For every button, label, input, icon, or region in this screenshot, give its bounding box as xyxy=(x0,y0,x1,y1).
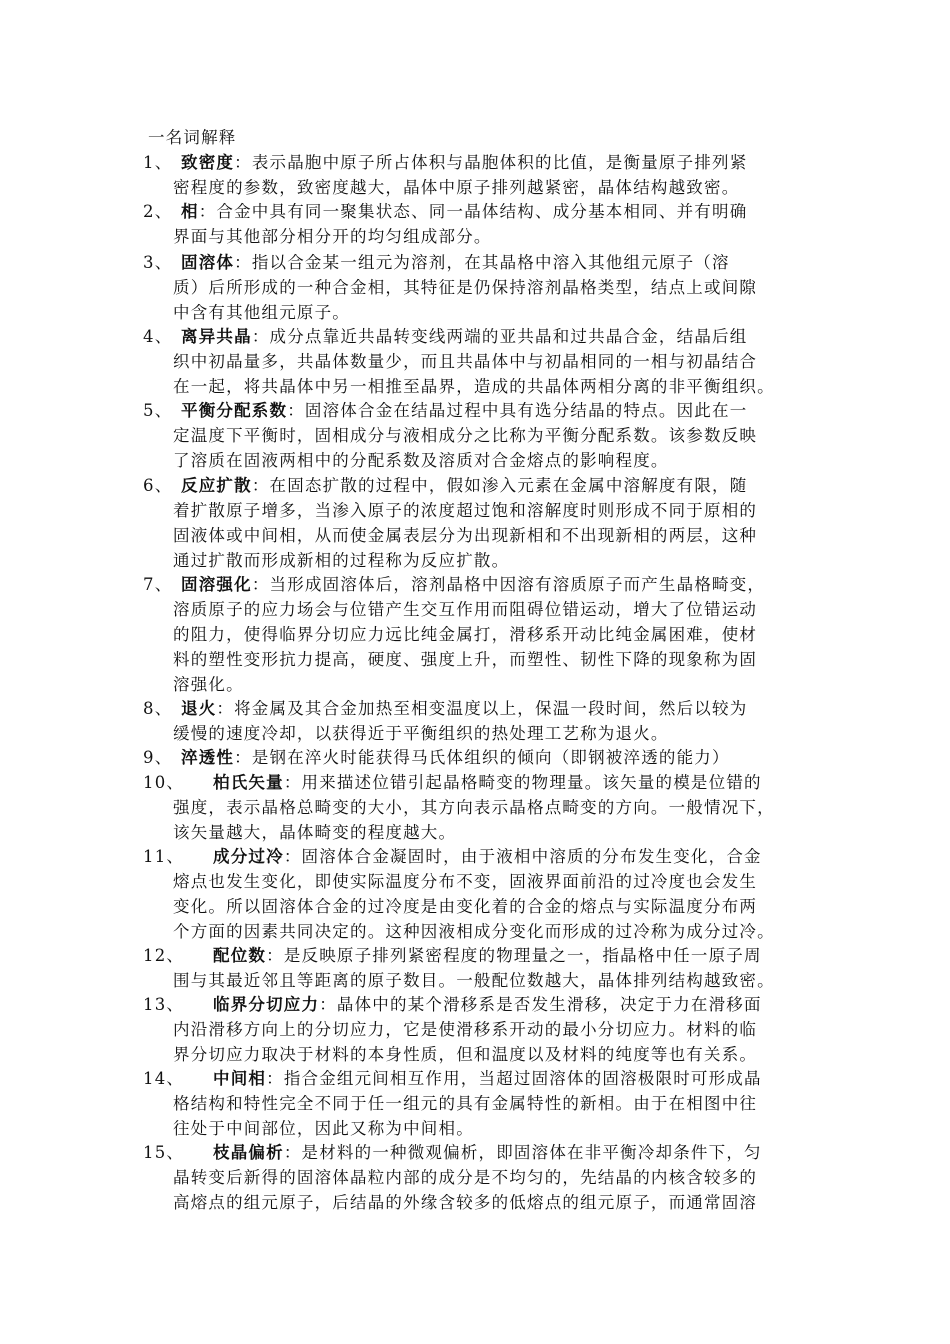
definition-text: 表示晶胞中原子所占体积与晶胞体积的比值，是衡量原子排列紧 xyxy=(251,153,748,172)
term-colon: ： xyxy=(266,1069,284,1088)
definition-item xyxy=(143,992,823,1067)
definition-continuation-line: 固液体或中间相，从而使金属表层分为出现新相和不出现新相的两层，这种 xyxy=(173,526,758,545)
definition-continuation-line: 个方面的因素共同决定的。这种因液相成分变化而形成的过冷称为成分过冷。 xyxy=(173,922,775,941)
definition-text: 是钢在淬火时能获得马氏体组织的倾向（即钢被淬透的能力） xyxy=(251,748,730,767)
definition-continuation-line: 缓慢的速度冷却，以获得近于平衡组织的热处理工艺称为退火。 xyxy=(173,724,669,743)
definition-continuation-line: 着扩散原子增多，当渗入原子的浓度超过饱和溶解度时则形成不同于原相的 xyxy=(173,501,758,520)
term: 固溶强化 xyxy=(181,575,252,594)
definition-item xyxy=(143,572,823,697)
item-number: 8、 xyxy=(143,699,173,718)
term: 固溶体 xyxy=(181,253,235,272)
term: 相 xyxy=(181,202,199,221)
term: 反应扩散 xyxy=(181,476,252,495)
term-colon: ： xyxy=(198,202,217,221)
definition-continuation-line: 料的塑性变形抗力提高，硬度、强度上升，而塑性、韧性下降的现象称为固 xyxy=(173,650,758,669)
definition-continuation-line: 了溶质在固液两相中的分配系数及溶质对合金熔点的影响程度。 xyxy=(173,451,669,470)
definition-item xyxy=(143,1066,823,1141)
item-number: 1、 xyxy=(143,153,173,172)
definition-item xyxy=(143,250,823,325)
definition-continuation-line: 界分切应力取决于材料的本身性质，但和温度以及材料的纯度等也有关系。 xyxy=(173,1045,758,1064)
term-colon: ： xyxy=(266,946,284,965)
definition-item xyxy=(143,770,823,845)
definition-continuation-line: 格结构和特性完全不同于任一组元的具有金属特性的新相。由于在相图中往 xyxy=(173,1094,758,1113)
definition-item xyxy=(143,150,823,200)
definition-continuation-line: 溶质原子的应力场会与位错产生交互作用而阻碍位错运动，增大了位错运动 xyxy=(173,600,758,619)
item-number: 13、 xyxy=(143,995,185,1014)
term-colon: ： xyxy=(319,995,337,1014)
term-colon: ： xyxy=(251,476,270,495)
definition-item xyxy=(143,199,823,249)
term: 淬透性 xyxy=(181,748,235,767)
definition-continuation-line: 织中初晶量多，共晶体数量少，而且共晶体中与初晶相同的一相与初晶结合 xyxy=(173,352,758,371)
definition-first-line xyxy=(143,770,823,795)
term-colon: ： xyxy=(216,699,235,718)
term-colon: ： xyxy=(283,847,302,866)
definition-text: 固溶体合金在结晶过程中具有选分结晶的特点。因此在一 xyxy=(304,401,748,420)
term: 枝晶偏析 xyxy=(213,1143,284,1162)
definition-text: 指以合金某一组元为溶剂，在其晶格中溶入其他组元原子（溶 xyxy=(251,253,730,272)
term: 致密度 xyxy=(181,153,235,172)
definition-first-line xyxy=(143,844,823,869)
term: 退火 xyxy=(181,699,217,718)
definition-continuation-line: 变化。所以固溶体合金的过冷度是由变化着的合金的熔点与实际温度分布两 xyxy=(173,897,758,916)
definition-item xyxy=(143,696,823,746)
definition-text: 是反映原子排列紧密程度的物理量之一，指晶格中任一原子周 xyxy=(283,946,762,965)
term-colon: ： xyxy=(234,153,252,172)
definition-continuation-line: 中含有其他组元原子。 xyxy=(173,303,350,322)
item-number: 9、 xyxy=(143,748,173,767)
definition-first-line xyxy=(143,150,823,175)
term: 成分过冷 xyxy=(213,847,284,866)
item-number: 4、 xyxy=(143,327,173,346)
definition-continuation-line: 界面与其他部分相分开的均匀组成部分。 xyxy=(173,227,492,246)
definition-first-line xyxy=(143,943,823,968)
definition-continuation-line: 强度，表示晶格总畸变的大小，其方向表示晶格点畸变的方向。一般情况下， xyxy=(173,798,775,817)
definition-continuation-line: 内沿滑移方向上的分切应力，它是使滑移系开动的最小分切应力。材料的临 xyxy=(173,1020,758,1039)
definition-continuation-line: 该矢量越大，晶体畸变的程度越大。 xyxy=(173,823,457,842)
term-colon: ： xyxy=(234,253,252,272)
item-number: 11、 xyxy=(143,847,185,866)
item-number: 15、 xyxy=(143,1143,185,1162)
definition-text: 指合金组元间相互作用，当超过固溶体的固溶极限时可形成晶 xyxy=(283,1069,762,1088)
definition-continuation-line: 通过扩散而形成新相的过程称为反应扩散。 xyxy=(173,551,510,570)
term-colon: ： xyxy=(283,1143,302,1162)
definition-continuation-line: 密程度的参数，致密度越大，晶体中原子排列越紧密，晶体结构越致密。 xyxy=(173,178,740,197)
definition-first-line xyxy=(143,199,823,224)
definition-first-line xyxy=(143,1140,823,1165)
definition-first-line xyxy=(143,250,823,275)
term-colon: ： xyxy=(234,748,252,767)
definition-text: 固溶体合金凝固时，由于液相中溶质的分布发生变化，合金 xyxy=(301,847,762,866)
definition-first-line xyxy=(143,324,823,349)
term: 柏氏矢量 xyxy=(213,773,284,792)
item-number: 12、 xyxy=(143,946,185,965)
definition-first-line xyxy=(143,398,823,423)
definition-item xyxy=(143,1140,823,1215)
term: 平衡分配系数 xyxy=(181,401,288,420)
definition-text: 用来描述位错引起晶格畸变的物理量。该矢量的模是位错的 xyxy=(301,773,762,792)
definition-continuation-line: 质）后所形成的一种合金相，其特征是仍保持溶剂晶格类型，结点上或间隙 xyxy=(173,278,758,297)
item-number: 6、 xyxy=(143,476,173,495)
definition-continuation-line: 定温度下平衡时，固相成分与液相成分之比称为平衡分配系数。该参数反映 xyxy=(173,426,758,445)
section-heading: 一名词解释 xyxy=(148,128,237,147)
definition-continuation-line: 的阻力，使得临界分切应力远比纯金属打，滑移系开动比纯金属困难，使材 xyxy=(173,625,758,644)
term-colon: ： xyxy=(283,773,302,792)
definition-first-line xyxy=(143,572,823,597)
term-colon: ： xyxy=(287,401,305,420)
definition-continuation-line: 高熔点的组元原子，后结晶的外缘含较多的低熔点的组元原子，而通常固溶 xyxy=(173,1193,758,1212)
term: 中间相 xyxy=(213,1069,267,1088)
definition-item xyxy=(143,473,823,573)
definition-continuation-line: 晶转变后新得的固溶体晶粒内部的成分是不均匀的，先结晶的内核含较多的 xyxy=(173,1168,758,1187)
definition-text: 成分点靠近共晶转变线两端的亚共晶和过共晶合金，结晶后组 xyxy=(269,327,748,346)
definition-first-line xyxy=(143,1066,823,1091)
definition-text: 是材料的一种微观偏析，即固溶体在非平衡冷却条件下，匀 xyxy=(301,1143,762,1162)
term-colon: ： xyxy=(251,575,270,594)
term-colon: ： xyxy=(251,327,270,346)
item-number: 14、 xyxy=(143,1069,185,1088)
definition-continuation-line: 围与其最近邻且等距离的原子数目。一般配位数越大，晶体排列结构越致密。 xyxy=(173,971,775,990)
definition-continuation-line: 熔点也发生变化，即使实际温度分布不变，固液界面前沿的过冷度也会发生 xyxy=(173,872,758,891)
definition-first-line xyxy=(143,992,823,1017)
definition-item xyxy=(143,324,823,399)
definition-text: 在固态扩散的过程中，假如渗入元素在金属中溶解度有限，随 xyxy=(269,476,748,495)
definition-item xyxy=(143,943,823,993)
definition-continuation-line: 在一起，将共晶体中另一相推至晶界，造成的共晶体两相分离的非平衡组织。 xyxy=(173,377,775,396)
term: 离异共晶 xyxy=(181,327,252,346)
definition-first-line xyxy=(143,473,823,498)
definition-continuation-line: 往处于中间部位，因此又称为中间相。 xyxy=(173,1119,474,1138)
item-number: 2、 xyxy=(143,202,173,221)
item-number: 10、 xyxy=(143,773,185,792)
definition-item xyxy=(143,844,823,944)
definition-first-line xyxy=(143,696,823,721)
definition-first-line xyxy=(143,745,823,770)
item-number: 5、 xyxy=(143,401,173,420)
definition-text: 合金中具有同一聚集状态、同一晶体结构、成分基本相同、并有明确 xyxy=(216,202,748,221)
term: 配位数 xyxy=(213,946,267,965)
definition-item xyxy=(143,745,823,770)
definition-text: 将金属及其合金加热至相变温度以上，保温一段时间，然后以较为 xyxy=(234,699,748,718)
definition-item xyxy=(143,398,823,473)
term: 临界分切应力 xyxy=(213,995,320,1014)
item-number: 3、 xyxy=(143,253,173,272)
definition-text: 当形成固溶体后，溶剂晶格中因溶有溶质原子而产生晶格畸变， xyxy=(269,575,766,594)
definition-text: 晶体中的某个滑移系是否发生滑移，决定于力在滑移面 xyxy=(336,995,762,1014)
definition-continuation-line: 溶强化。 xyxy=(173,675,244,694)
item-number: 7、 xyxy=(143,575,173,594)
